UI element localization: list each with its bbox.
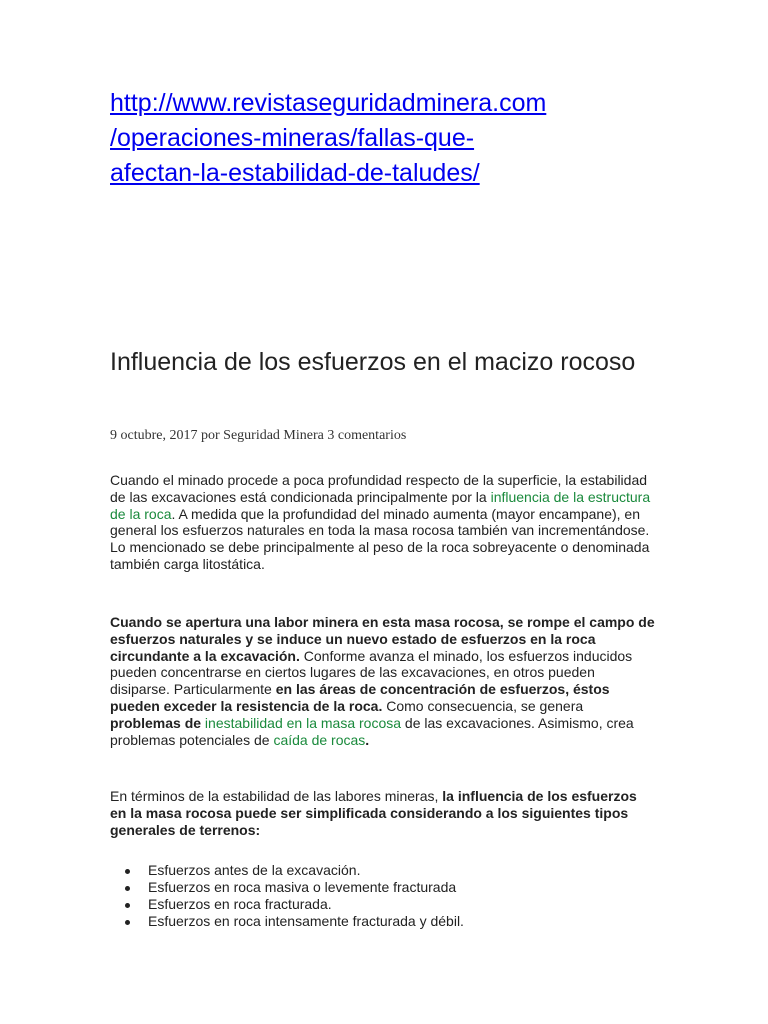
p1-text-1: Cuando el minado procede a poca profundidad respecto de la superficie, la estabilidad de las excavaciones está condicionada principalmente por la xyxy=(110,472,648,505)
p3-bold-1: la influencia de los esfuerzos en la masa rocosa puede ser simplificada considerando a los siguientes tipos generales de terrenos: xyxy=(110,788,637,838)
list-item-text: Esfuerzos en roca intensamente fracturada y débil. xyxy=(148,913,464,929)
paragraph-3 xyxy=(110,788,655,838)
article-meta xyxy=(110,428,655,444)
list-item-text: Esfuerzos en roca fracturada. xyxy=(148,896,332,912)
post-date-link[interactable]: 9 octubre, 2017 xyxy=(110,428,198,443)
p3-text-1: En términos de la estabilidad de las labores mineras, xyxy=(110,788,443,804)
url-line-2: /operaciones-mineras/fallas-que- xyxy=(110,124,475,152)
list-item-text: Esfuerzos en roca masiva o levemente fracturada xyxy=(148,879,457,895)
list-item xyxy=(110,896,655,913)
rockfall-link[interactable]: caída de rocas xyxy=(273,731,366,748)
url-line-3: afectan-la-estabilidad-de-taludes/ xyxy=(110,159,480,187)
p2-bold-1: Cuando se apertura una labor minera en esta masa rocosa, se rompe el campo de esfuerzos naturales y se induce un nuevo estado de esfuerzos en la roca circundante a la excavación. xyxy=(110,614,655,664)
instability-link[interactable]: inestabilidad en la masa rocosa xyxy=(204,714,402,731)
p1-text-2: . A medida que la profundidad del minado aumenta (mayor encampane), en general los esfuerzos naturales en toda la masa rocosa también van incrementándose. Lo mencionado se debe principalmente al peso de la roca sobreyacente o denominada también carga litostática. xyxy=(110,505,650,572)
p2-bold-4: . xyxy=(365,731,370,748)
list-item xyxy=(110,862,655,879)
paragraph-1 xyxy=(110,472,655,573)
list-item xyxy=(110,879,655,896)
list-item xyxy=(110,913,655,930)
terrain-types-list xyxy=(110,862,655,930)
list-item-text: Esfuerzos antes de la excavación. xyxy=(148,862,361,878)
bullet-icon xyxy=(125,869,130,874)
p2-bold-2: en las áreas de concentración de esfuerzos, éstos pueden exceder la resistencia de la roca. xyxy=(110,681,610,714)
p2-text-2: Como consecuencia, se genera xyxy=(382,697,584,714)
by-label: por xyxy=(200,428,220,443)
url-line-1: http://www.revistaseguridadminera.com xyxy=(110,89,547,117)
rock-structure-link[interactable]: influencia de la estructura de la roca xyxy=(110,488,651,522)
paragraph-2 xyxy=(110,614,655,748)
bullet-icon xyxy=(125,886,130,891)
comments-link[interactable]: 3 comentarios xyxy=(327,428,407,443)
source-url-link[interactable] xyxy=(110,86,655,191)
p2-bold-3: problemas de xyxy=(110,714,202,731)
p2-text-4: de las excavaciones. Asimismo, crea problemas potenciales de xyxy=(110,714,634,748)
article-title: Influencia de los esfuerzos en el macizo rocoso xyxy=(110,348,636,376)
p2-text-1: Conforme avanza el minado, los esfuerzos inducidos pueden concentrarse en ciertos lugares de las excavaciones, en otros pueden disiparse. Particularmente xyxy=(110,647,633,698)
bullet-icon xyxy=(125,920,130,925)
author-link[interactable]: Seguridad Minera xyxy=(223,428,324,443)
bullet-icon xyxy=(125,903,130,908)
